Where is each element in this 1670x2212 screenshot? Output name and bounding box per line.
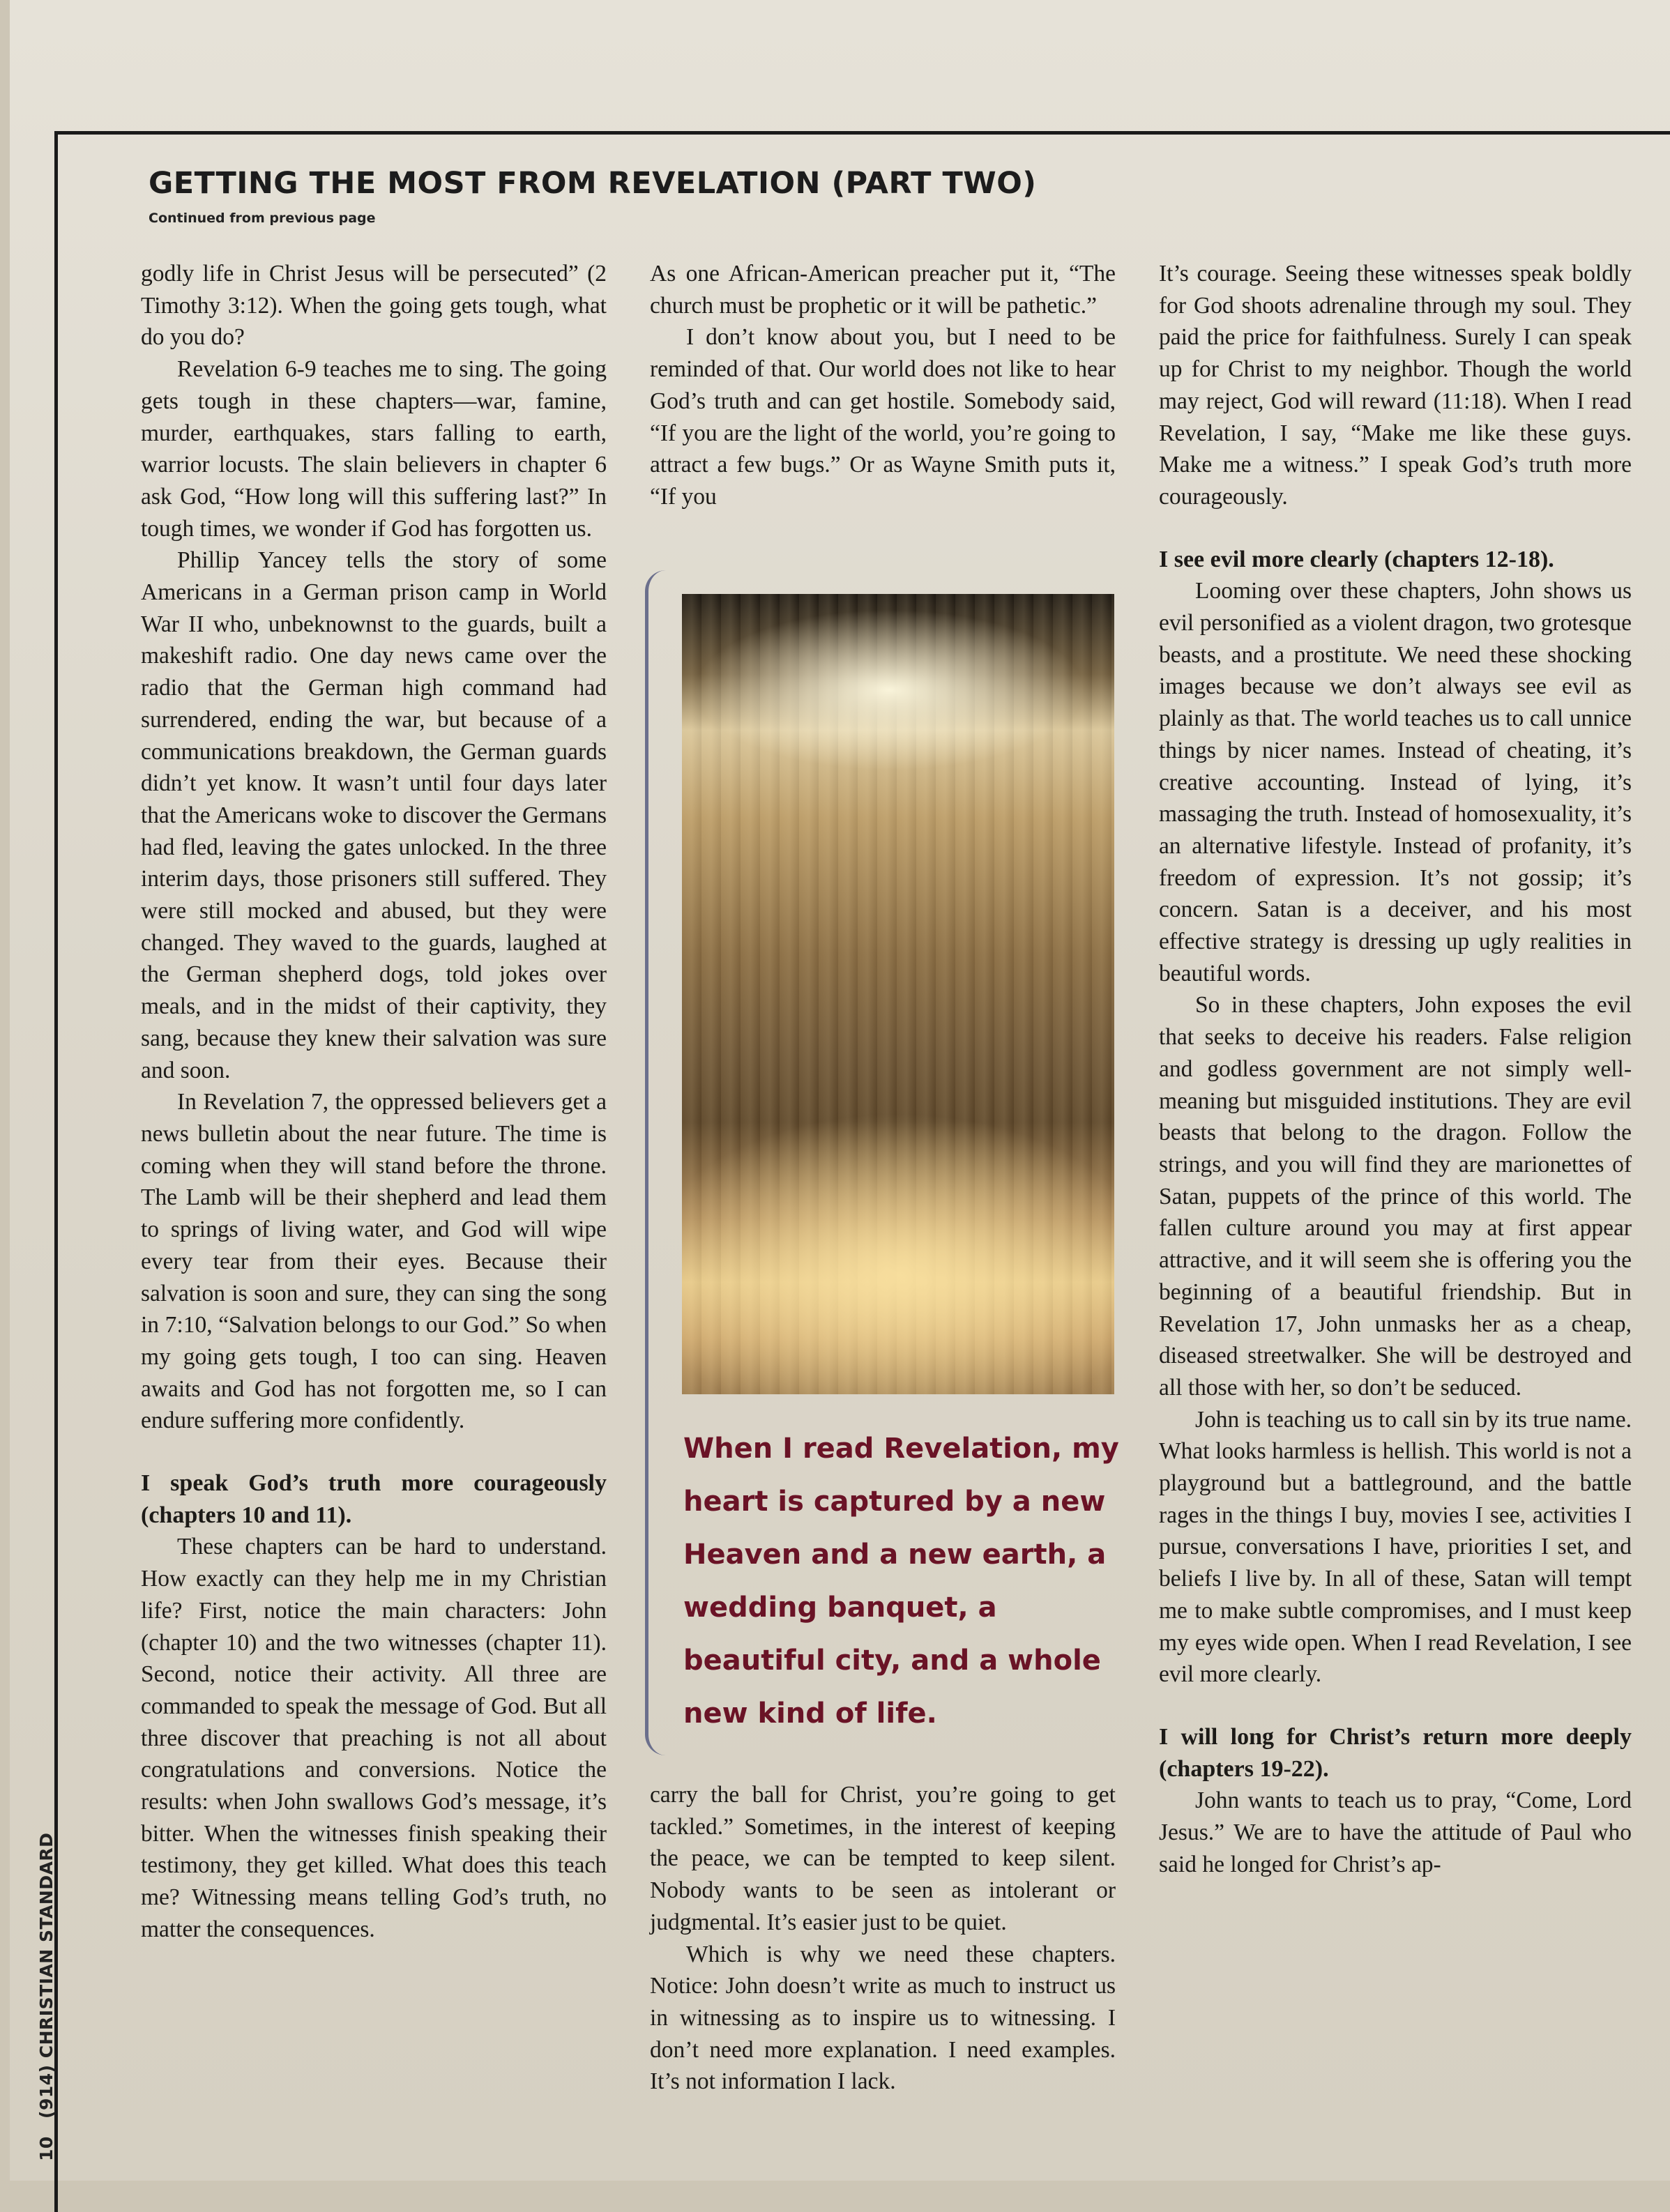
paragraph: godly life in Christ Jesus will be persecuted” (2 Timothy 3:12). When the going gets tough, what do you do? xyxy=(141,261,607,351)
section-heading: I see evil more clearly (chapters 12-18). xyxy=(1159,546,1554,572)
column-1 xyxy=(141,258,607,1946)
section-heading: I speak God’s truth more courageously (chapters 10 and 11). xyxy=(141,1470,607,1528)
paragraph: In Revelation 7, the oppressed believers get a news bulletin about the near future. The time is coming when they will stand before the throne. The Lamb will be their shepherd and lead them to springs of living water, and God will wipe every tear from their eyes. Because their salvation is soon and sure, they can sing the song in 7:10, “Salvation belongs to our God.” So when my going gets tough, I too can sing. Heaven awaits and God has not forgotten me, so I can endure suffering more confidently. xyxy=(141,1089,607,1434)
pullquote: When I read Revelation, my heart is captured by a new Heaven and a new earth, a wedding banquet, a beautiful city, and a whole new kind of life. xyxy=(683,1433,1119,1730)
paragraph: John is teaching us to call sin by its true name. What looks harmless is hellish. This world is not a playground but a battleground, and the battle rages in the things I buy, movies I see, activities I pursue, conversations I have, priorities I set, and beliefs I live by. In all of these, Satan will tempt me to make subtle compromises, and I must keep my eyes wide open. When I read Revelation, I see evil more clearly. xyxy=(1159,1406,1632,1688)
paragraph: John wants to teach us to pray, “Come, Lord Jesus.” We are to have the attitude of Paul who said he longed for Christ’s ap- xyxy=(1159,1787,1632,1877)
paragraph: It’s courage. Seeing these witnesses speak boldly for God shoots adrenaline through my soul. They paid the price for faithfulness. Surely I can speak up for Christ to my neighbor. Though the world may reject, God will reward (11:18). When I read Revelation, I say, “Make me like these guys. Make me a witness.” I speak God’s truth more courageously. xyxy=(1159,261,1632,510)
article-title: GETTING THE MOST FROM REVELATION (PART TWO) xyxy=(149,166,1037,201)
continued-note: Continued from previous page xyxy=(149,211,376,226)
paragraph: Looming over these chapters, John shows us evil personified as a violent dragon, two grotesque beasts, and a prostitute. We need these shocking images because we don’t always see evil as plainly as that. The world teaches us to call unnice things by nicer names. Instead of cheating, it’s creative accounting. Instead of lying, it’s massaging the truth. Instead of homosexuality, it’s an alternative lifestyle. Instead of profanity, it’s freedom of expression. It’s not gossip; it’s concern. Satan is a deceiver, and his most effective strategy is dressing up ugly realities in beautiful words. xyxy=(1159,578,1632,986)
paragraph: These chapters can be hard to understand. How exactly can they help me in my Christian life? First, notice the main characters: John (chapter 10) and the two witnesses (chapter 11). Second, notice their activity. All three are commanded to speak the message of God. But all three discover that preaching is not all about congratulations and conversions. Notice the results: when John swallows God’s message, it’s bitter. When the witnesses finish speaking their testimony, they get killed. What does this teach me? Witnessing means telling God’s truth, no matter the consequences. xyxy=(141,1534,607,1942)
section-heading: I will long for Christ’s return more deeply (chapters 19-22). xyxy=(1159,1723,1632,1782)
paragraph: Revelation 6-9 teaches me to sing. The going gets tough in these chapters—war, famine, murder, earthquakes, stars falling to earth, warrior locusts. The slain believers in chapter 6 ask God, “How long will this suffering last?” In tough times, we wonder if God has forgotten us. xyxy=(141,356,607,542)
column-2-bottom xyxy=(650,1779,1116,2098)
pullquote-bracket xyxy=(645,570,669,1755)
column-2-top xyxy=(650,258,1116,513)
paragraph: I don’t know about you, but I need to be reminded of that. Our world does not like to hear God’s truth and can get hostile. Somebody said, “If you are the light of the world, you’re going to attract a few bugs.” Or as Wayne Smith puts it, “If you xyxy=(650,324,1116,510)
sky-photo xyxy=(682,594,1114,1394)
paragraph: Phillip Yancey tells the story of some Americans in a German prison camp in World War II who, unbeknownst to the guards, built a makeshift radio. One day news came over the radio that the German high command had surrendered, ending the war, but because of a communications breakdown, the German guards didn’t yet know. It wasn’t until four days later that the Americans woke to discover the Germans had fled, leaving the gates unlocked. In the three interim days, those prisoners still suffered. They were still mocked and abused, but they were changed. They waved to the guards, laughed at the German shepherd dogs, told jokes over meals, and in the midst of their captivity, they sang, because they knew their salvation was sure and soon. xyxy=(141,547,607,1083)
paragraph: carry the ball for Christ, you’re going to get tackled.” Sometimes, in the interest of keeping the peace, we can be tempted to keep silent. Nobody wants to be seen as intolerant or judgmental. It’s easier just to be quiet. xyxy=(650,1782,1116,1935)
page-number: 10 xyxy=(36,2136,56,2161)
page-reference: (914) xyxy=(36,2064,56,2119)
publication-name: CHRISTIAN STANDARD xyxy=(36,1832,56,2059)
paragraph: As one African-American preacher put it, “The church must be prophetic or it will be pathetic.” xyxy=(650,261,1116,319)
column-3 xyxy=(1159,258,1632,1880)
paragraph: Which is why we need these chapters. Notice: John doesn’t write as much to instruct us in witnessing as to inspire us to witnessing. I don’t need more explanation. I need examples. It’s not information I lack. xyxy=(650,1941,1116,2095)
paragraph: So in these chapters, John exposes the evil that seeks to deceive his readers. False religion and godless government are not simply well-meaning but misguided institutions. They are evil beasts that belong to the dragon. Follow the strings, and you will find they are marionettes of Satan, puppets of the prince of this world. The fallen culture around you may at first appear attractive, and it will seem she is offering you the beginning of a beautiful friendship. But in Revelation 17, John unmasks her as a cheap, diseased streetwalker. She will be destroyed and all those with her, so don’t be seduced. xyxy=(1159,992,1632,1401)
page-folio xyxy=(36,1833,56,2161)
